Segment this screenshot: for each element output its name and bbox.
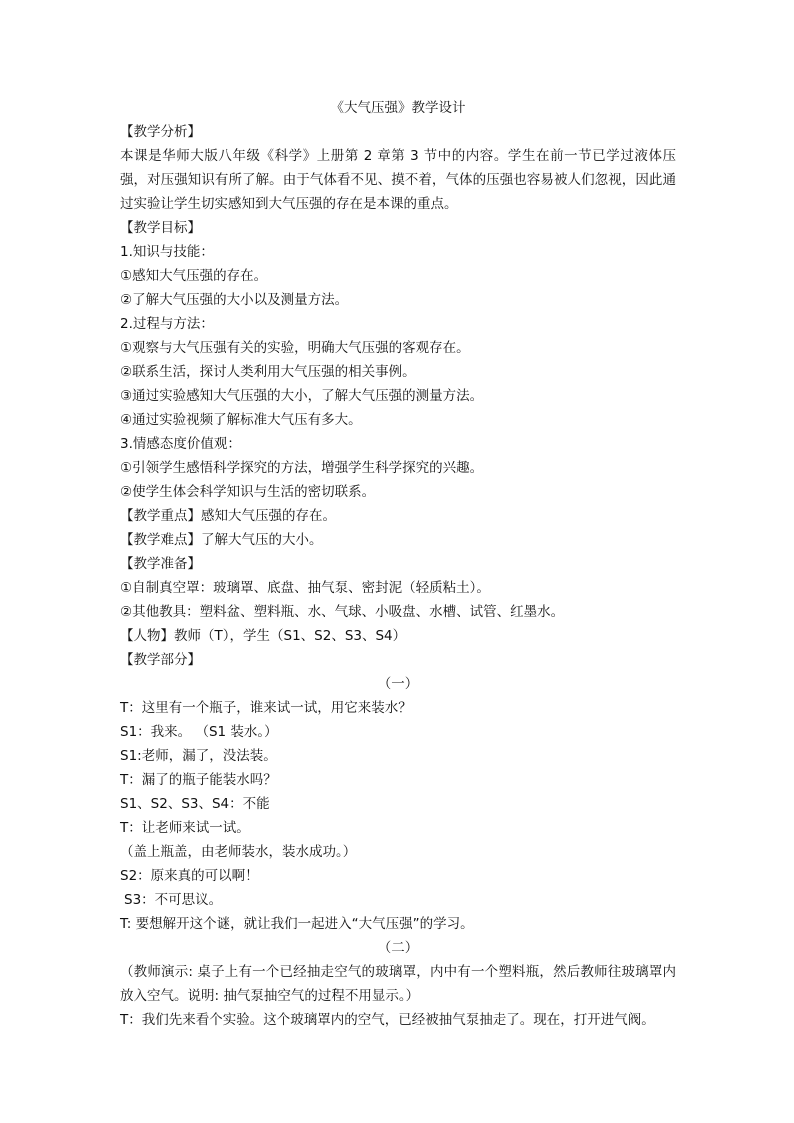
dialogue-line: T: 要想解开这个谜，就让我们一起进入“大气压强”的学习。 xyxy=(120,916,474,932)
key-point: 【教学重点】感知大气压强的存在。 xyxy=(120,508,336,524)
analysis-paragraph: 本课是华师大版八年级《科学》上册第 2 章第 3 节中的内容。学生在前一节已学过液体压强，对压强知识有所了解。由于气体看不见、摸不着，气体的压强也容易被人们忽视，因此通过实验让学生切实感知到大气压强的存在是本课的重点。 xyxy=(120,148,676,212)
dialogue-line: S3：不可思议。 xyxy=(124,892,223,908)
prep-heading: 【教学准备】 xyxy=(120,556,201,572)
goal2-item: ①观察与大气压强有关的实验，明确大气压强的客观存在。 xyxy=(120,340,470,356)
goal3-title: 3.情感态度价值观： xyxy=(120,436,241,452)
dialogue-line: T：让老师来试一试。 xyxy=(120,820,250,836)
goal2-item: ③通过实验感知大气压强的大小，了解大气压强的测量方法。 xyxy=(120,388,484,404)
prep-item: ②其他教具：塑料盆、塑料瓶、水、气球、小吸盘、水槽、试管、红墨水。 xyxy=(120,604,565,620)
goal3-item: ①引领学生感悟科学探究的方法，增强学生科学探究的兴趣。 xyxy=(120,460,484,476)
goals-heading: 【教学目标】 xyxy=(120,220,201,236)
goal2-title: 2.过程与方法： xyxy=(120,316,214,332)
part1-label: （一） xyxy=(377,676,419,692)
goal2-item: ②联系生活，探讨人类利用大气压强的相关事例。 xyxy=(120,364,416,380)
goal1-item: ②了解大气压强的大小以及测量方法。 xyxy=(120,292,349,308)
prep-item: ①自制真空罩：玻璃罩、底盘、抽气泵、密封泥（轻质粘土）。 xyxy=(120,580,490,596)
goal3-item: ②使学生体会科学知识与生活的密切联系。 xyxy=(120,484,376,500)
dialogue-line: S1、S2、S3、S4：不能 xyxy=(120,796,270,812)
goal1-item: ①感知大气压强的存在。 xyxy=(120,268,268,284)
document-page xyxy=(120,96,676,1032)
dialogue-line: S2：原来真的可以啊！ xyxy=(120,868,259,884)
part2-label: （二） xyxy=(377,940,419,956)
analysis-heading: 【教学分析】 xyxy=(120,124,201,140)
document-title: 《大气压强》教学设计 xyxy=(330,100,466,116)
dialogue-line: T：漏了的瓶子能装水吗？ xyxy=(120,772,277,788)
part-heading: 【教学部分】 xyxy=(120,652,201,668)
dialogue-line: S1:老师，漏了，没法装。 xyxy=(120,748,277,764)
difficulty: 【教学难点】了解大气压的大小。 xyxy=(120,532,323,548)
part2-note: （教师演示: 桌子上有一个已经抽走空气的玻璃罩，内中有一个塑料瓶，然后教师往玻璃罩内放入空气。说明: 抽气泵抽空气的过程不用显示。） xyxy=(120,964,676,1004)
characters: 【人物】教师（T），学生（S1、S2、S3、S4） xyxy=(120,628,407,644)
goal2-item: ④通过实验视频了解标准大气压有多大。 xyxy=(120,412,362,428)
dialogue-line: （盖上瓶盖，由老师装水，装水成功。） xyxy=(120,844,357,860)
dialogue-line: T：这里有一个瓶子，谁来试一试，用它来装水？ xyxy=(120,700,412,716)
dialogue-line: S1：我来。 （S1 装水。） xyxy=(120,724,278,740)
dialogue-line: T：我们先来看个实验。这个玻璃罩内的空气，已经被抽气泵抽走了。现在，打开进气阀。 xyxy=(120,1012,655,1028)
goal1-title: 1.知识与技能： xyxy=(120,244,214,260)
